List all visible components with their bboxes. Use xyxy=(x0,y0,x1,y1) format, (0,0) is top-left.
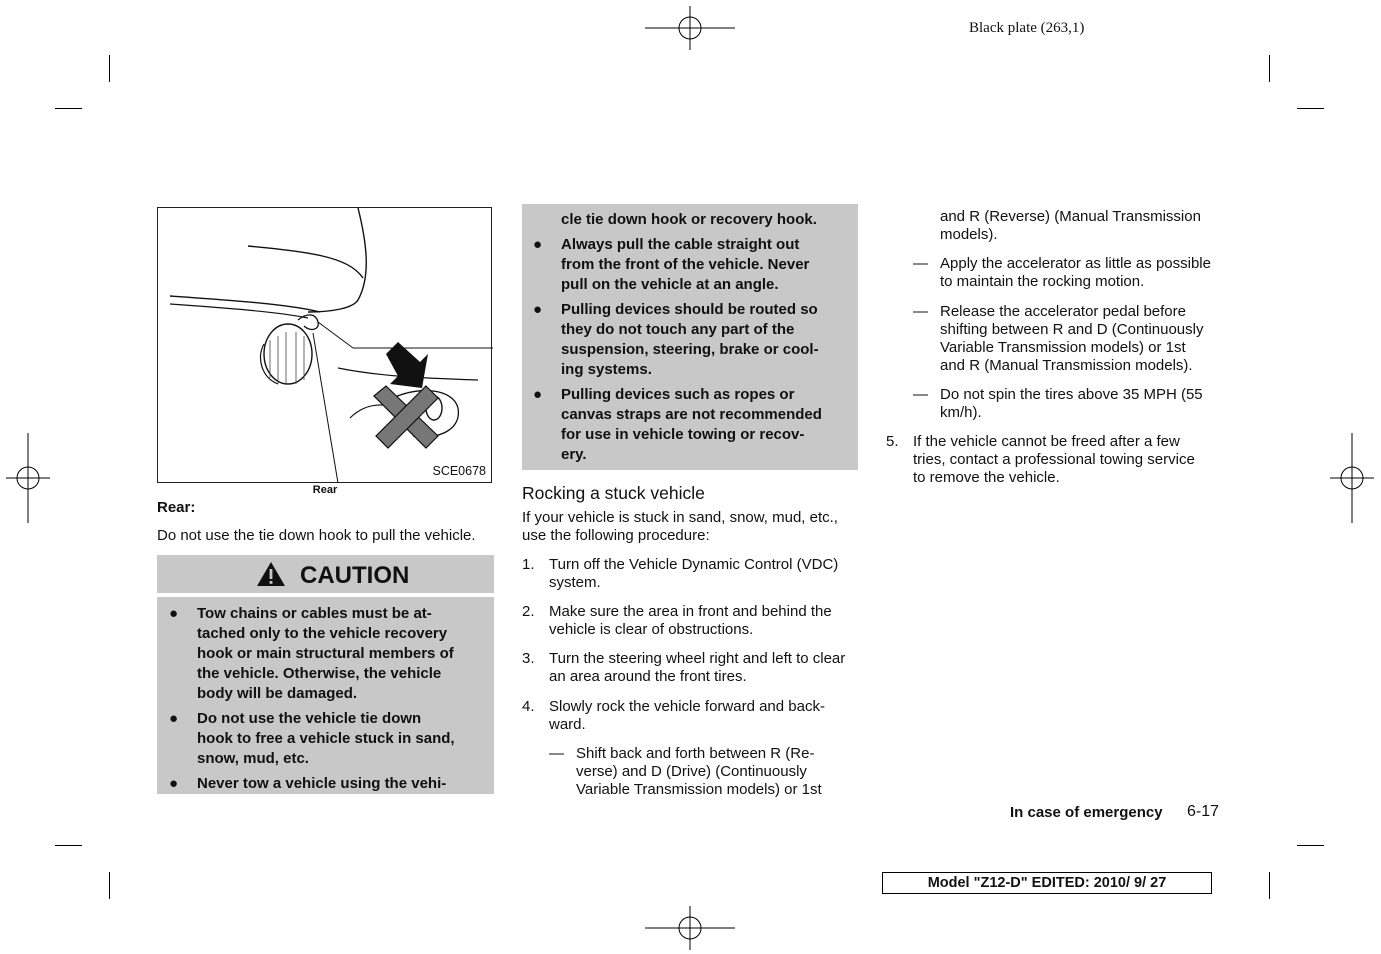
bullet-dot: ● xyxy=(169,605,179,622)
step-4: Slowly rock the vehicle forward and back- ward. xyxy=(549,698,825,733)
bullet-dot: ● xyxy=(533,236,543,253)
figure-code: SCE0678 xyxy=(432,464,486,478)
caution-item-5: Pulling devices should be routed so they do not touch any part of the suspension, steering, brake or cool- ing systems. xyxy=(561,301,819,378)
caution-title: CAUTION xyxy=(300,562,410,589)
caution-item-6: Pulling devices such as ropes or canvas straps are not recommended for use in vehicle towing or recov- ery. xyxy=(561,386,822,463)
step-number: 4. xyxy=(522,698,535,715)
figure-caption: Rear xyxy=(312,484,338,496)
warning-triangle-icon xyxy=(256,561,286,587)
caution-item-4: Always pull the cable straight out from the front of the vehicle. Never pull on the vehicle at an angle. xyxy=(561,236,810,293)
registration-mark-icon xyxy=(645,6,735,50)
rocking-intro: If your vehicle is stuck in sand, snow, mud, etc., use the following procedure: xyxy=(522,509,838,544)
caution-item-3-continued: cle tie down hook or recovery hook. xyxy=(561,211,817,228)
page-number: 6-17 xyxy=(1187,803,1220,820)
sub-step-3: Release the accelerator pedal before shifting between R and D (Continuously Variable Transmission models) or 1st and R (Manual Transmission models). xyxy=(940,303,1204,374)
bullet-dot: ● xyxy=(533,386,543,403)
step-1: Turn off the Vehicle Dynamic Control (VDC) system. xyxy=(549,556,839,591)
registration-mark-icon xyxy=(6,433,50,523)
sub-step-4: Do not spin the tires above 35 MPH (55 km/h). xyxy=(940,386,1203,421)
black-plate-label: Black plate (263,1) xyxy=(969,20,1085,36)
sub-dash: — xyxy=(913,303,928,320)
step-number: 2. xyxy=(522,603,535,620)
bullet-dot: ● xyxy=(169,710,179,727)
tow-hook-prohibited-illustration xyxy=(158,208,493,484)
bullet-dot: ● xyxy=(169,775,179,792)
step-2: Make sure the area in front and behind the vehicle is clear of obstructions. xyxy=(549,603,832,638)
step-3: Turn the steering wheel right and left to clear an area around the front tires. xyxy=(549,650,846,685)
step-number: 5. xyxy=(886,433,899,450)
sub-step-1: Shift back and forth between R (Re- verse) and D (Drive) (Continuously Variable Transmission models) or 1st xyxy=(576,745,822,798)
section-heading: Rocking a stuck vehicle xyxy=(522,483,705,503)
caution-header xyxy=(157,555,494,593)
rear-tow-hook-figure xyxy=(157,207,492,483)
sub-dash: — xyxy=(913,255,928,272)
registration-mark-icon xyxy=(645,906,735,950)
caution-item-1: Tow chains or cables must be at- tached only to the vehicle recovery hook or main structural members of the vehicle. Otherwise, the vehicle body will be damaged. xyxy=(197,605,454,702)
rear-text: Do not use the tie down hook to pull the vehicle. xyxy=(157,527,476,544)
step-5: If the vehicle cannot be freed after a few tries, contact a professional towing service to remove the vehicle. xyxy=(913,433,1195,486)
bullet-dot: ● xyxy=(533,301,543,318)
sub-dash: — xyxy=(913,386,928,403)
step-number: 3. xyxy=(522,650,535,667)
sub-step-2: Apply the accelerator as little as possible to maintain the rocking motion. xyxy=(940,255,1211,290)
step-number: 1. xyxy=(522,556,535,573)
sub-step-1-continued: and R (Reverse) (Manual Transmission models). xyxy=(940,208,1201,243)
section-name: In case of emergency xyxy=(1010,804,1163,821)
model-edited-box: Model "Z12-D" EDITED: 2010/ 9/ 27 xyxy=(882,872,1212,894)
registration-mark-icon xyxy=(1330,433,1374,523)
caution-item-2: Do not use the vehicle tie down hook to free a vehicle stuck in sand, snow, mud, etc. xyxy=(197,710,455,767)
sub-dash: — xyxy=(549,745,564,762)
rear-label: Rear: xyxy=(157,499,196,516)
caution-item-3: Never tow a vehicle using the vehi- xyxy=(197,775,447,792)
